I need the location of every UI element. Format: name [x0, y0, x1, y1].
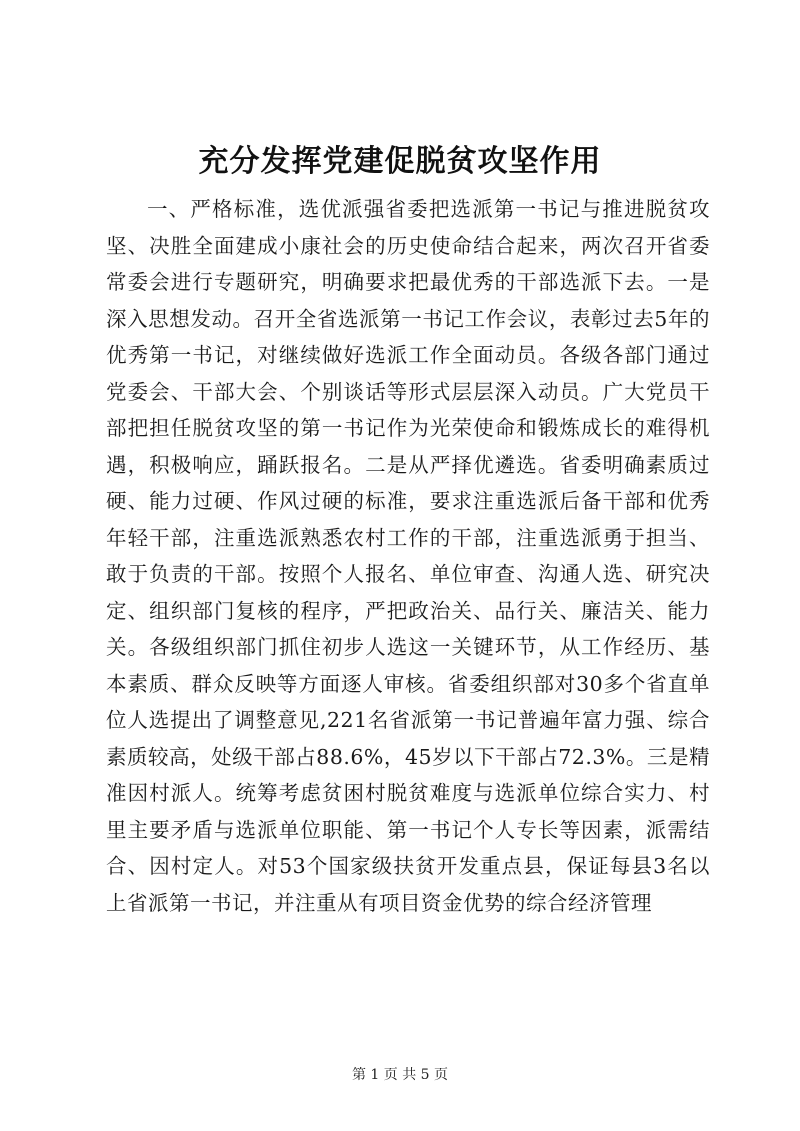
- document-title: 充分发挥党建促脱贫攻坚作用: [198, 144, 602, 179]
- body-paragraph: 一、严格标准，选优派强省委把选派第一书记与推进脱贫攻坚、决胜全面建成小康社会的历史使命结合起来，两次召开省委常委会进行专题研究，明确要求把最优秀的干部选派下去。一是深入思想发动。召开全省选派第一书记工作会议，表彰过去5年的优秀第一书记，对继续做好选派工作全面动员。各级各部门通过党委会、干部大会、个别谈话等形式层层深入动员。广大党员干部把担任脱贫攻坚的第一书记作为光荣使命和锻炼成长的难得机遇，积极响应，踊跃报名。二是从严择优遴选。省委明确素质过硬、能力过硬、作风过硬的标准，要求注重选派后备干部和优秀年轻干部，注重选派熟悉农村工作的干部，注重选派勇于担当、敢于负责的干部。按照个人报名、单位审查、沟通人选、研究决定、组织部门复核的程序，严把政治关、品行关、廉洁关、能力关。各级组织部门抓住初步人选这一关键环节，从工作经历、基本素质、群众反映等方面逐人审核。省委组织部对30多个省直单位人选提出了调整意见,221名省派第一书记普遍年富力强、综合素质较高，处级干部占88.6%，45岁以下干部占72.3%。三是精准因村派人。统筹考虑贫困村脱贫难度与选派单位综合实力、村里主要矛盾与选派单位职能、第一书记个人专长等因素，派需结合、因村定人。对53个国家级扶贫开发重点县，保证每县3名以上省派第一书记，并注重从有项目资金优势的综合经济管理: [106, 197, 710, 915]
- page-number-footer: 第 1 页 共 5 页: [351, 1067, 449, 1083]
